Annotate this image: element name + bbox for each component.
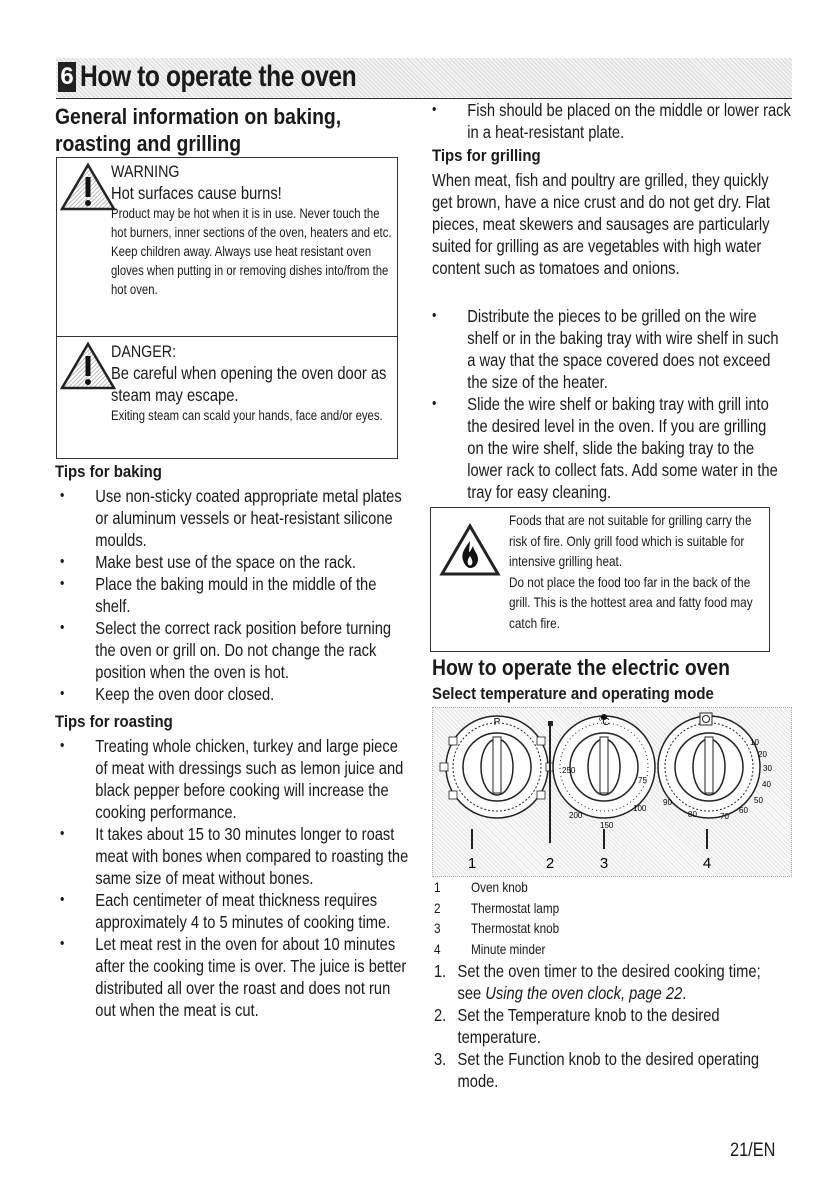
tips-grilling-title: Tips for grilling [432, 146, 541, 165]
tips-grilling-intro: When meat, fish and poultry are grilled, they quickly get brown, have a nice crust and do not get dry. Flat pieces, meat skewers and sausages are particularly suited for grilling as are vegetables with high water content such as tomatoes and onions. [432, 170, 771, 278]
thermo-mark: 75 [638, 776, 647, 785]
fire-warning-icon [439, 523, 501, 577]
warning-body: Product may be hot when it is in use. Never touch the hot burners, inner sections of the oven, heaters and etc. Keep children away. Always use heat resistant oven gloves when putting in or removing dishes into/from the hot oven. [111, 206, 392, 297]
warning-triangle-icon [59, 162, 117, 212]
step-item: 3. Set the Function knob to the desired operating mode. [434, 1049, 760, 1091]
danger-title: DANGER: [111, 342, 177, 361]
thermo-mark: 150 [600, 821, 614, 830]
timer-mark: 30 [763, 764, 772, 773]
oven-knob [440, 716, 554, 818]
list-item: • Place the baking mould in the middle of the shelf. [60, 573, 413, 617]
list-item: • Make best use of the space on the rack. [60, 551, 413, 573]
label-p: P [493, 717, 501, 728]
list-item: • Select the correct rack position before turning the oven or grill on. Do not change the rack position when the oven is hot. [60, 617, 413, 683]
thermo-mark: 200 [569, 811, 583, 820]
timer-mark: 60 [739, 806, 748, 815]
label-celsius: °C [598, 717, 610, 728]
step-item: 2. Set the Temperature knob to the desired temperature. [434, 1005, 720, 1047]
timer-mark: 50 [754, 796, 763, 805]
timer-mark: 20 [758, 750, 767, 759]
list-item: • Keep the oven door closed. [60, 683, 413, 705]
danger-subtitle: Be careful when opening the oven door as steam may escape. [111, 363, 387, 405]
callout-number: 3 [599, 855, 609, 872]
callout-number: 4 [702, 855, 712, 872]
thermostat-lamp [548, 721, 553, 726]
list-item: • Use non-sticky coated appropriate metal plates or aluminum vessels or heat-resistant silicone moulds. [60, 485, 413, 551]
danger-body: Exiting steam can scald your hands, face and/or eyes. [111, 408, 383, 423]
heading-general-line2: roasting and grilling [55, 131, 242, 156]
legend-item: 2 Thermostat lamp [434, 899, 560, 916]
control-panel-diagram [432, 707, 790, 875]
callout-number: 2 [545, 855, 555, 872]
select-temperature-heading: Select temperature and operating mode [432, 684, 714, 703]
list-item: • Slide the wire shelf or baking tray with grill into the desired level in the oven. If you are grilling on the wire shelf, slide the baking tray to the lower rack to collect fats. Add some water in the tray for easy cleaning. [432, 393, 781, 503]
warning-title: WARNING [111, 162, 180, 181]
electric-oven-heading: How to operate the electric oven [432, 655, 731, 680]
tips-baking-list [60, 485, 413, 705]
heading-general-line1: General information on baking, [55, 104, 342, 129]
section-number: 6 [58, 62, 76, 92]
thermo-mark: 100 [633, 804, 647, 813]
legend-item: 3 Thermostat knob [434, 920, 560, 936]
list-item: • It takes about 15 to 30 minutes longer to roast meat with bones when compared to roasting the same size of meat without bones. [60, 823, 413, 889]
thermo-mark: 250 [562, 766, 576, 775]
timer-mark: 80 [688, 810, 697, 819]
list-item: • Let meat rest in the oven for about 10 minutes after the cooking time is over. The juice is better distributed all over the roast and does not run out when the meat is cut. [60, 933, 413, 1021]
list-item: • Treating whole chicken, turkey and large piece of meat with dressings such as lemon juice and black pepper before cooking will increase the cooking performance. [60, 735, 413, 823]
timer-mark: 40 [762, 780, 771, 789]
fire-note-line2: Do not place the food too far in the back of the grill. This is the hottest area and fatty food may catch fire. [509, 573, 753, 631]
timer-mark: 70 [720, 812, 729, 821]
legend-item: 4 Minute minder [434, 940, 546, 957]
timer-mark: 10 [750, 738, 759, 747]
box-divider [57, 336, 397, 337]
list-item: • Fish should be placed on the middle or lower rack in a heat-resistant plate. [432, 99, 793, 143]
callout-number: 1 [467, 855, 477, 872]
tips-roasting-list [60, 735, 413, 1021]
tips-grilling-list [432, 305, 781, 503]
timer-mark: 90 [663, 798, 672, 807]
fire-warning-box [430, 507, 770, 652]
figure-legend [434, 877, 686, 959]
fire-note-line1: Foods that are not suitable for grilling carry the risk of fire. Only grill food which is suitable for intensive grilling heat. [509, 512, 752, 569]
step-item: 1. Set the oven timer to the desired cooking time; see Using the oven clock, page 22. [434, 961, 761, 1003]
list-item: • Distribute the pieces to be grilled on the wire shelf or in the baking tray with wire shelf in such a way that the space covered does not exceed the size of the heater. [432, 305, 781, 393]
minute-minder-knob [658, 713, 760, 818]
tips-roasting-title: Tips for roasting [55, 712, 173, 731]
warning-subtitle: Hot surfaces cause burns! [111, 183, 282, 203]
safety-box [56, 157, 398, 459]
tips-baking-title: Tips for baking [55, 462, 162, 481]
legend-item: 1 Oven knob [434, 879, 528, 895]
section-title: How to operate the oven [80, 60, 357, 93]
steps-list [434, 960, 787, 1092]
list-item: • Each centimeter of meat thickness requires approximately 4 to 5 minutes of cooking time. [60, 889, 413, 933]
page-number: 21/EN [730, 1140, 776, 1161]
danger-triangle-icon [59, 341, 117, 391]
fish-list [432, 99, 793, 143]
